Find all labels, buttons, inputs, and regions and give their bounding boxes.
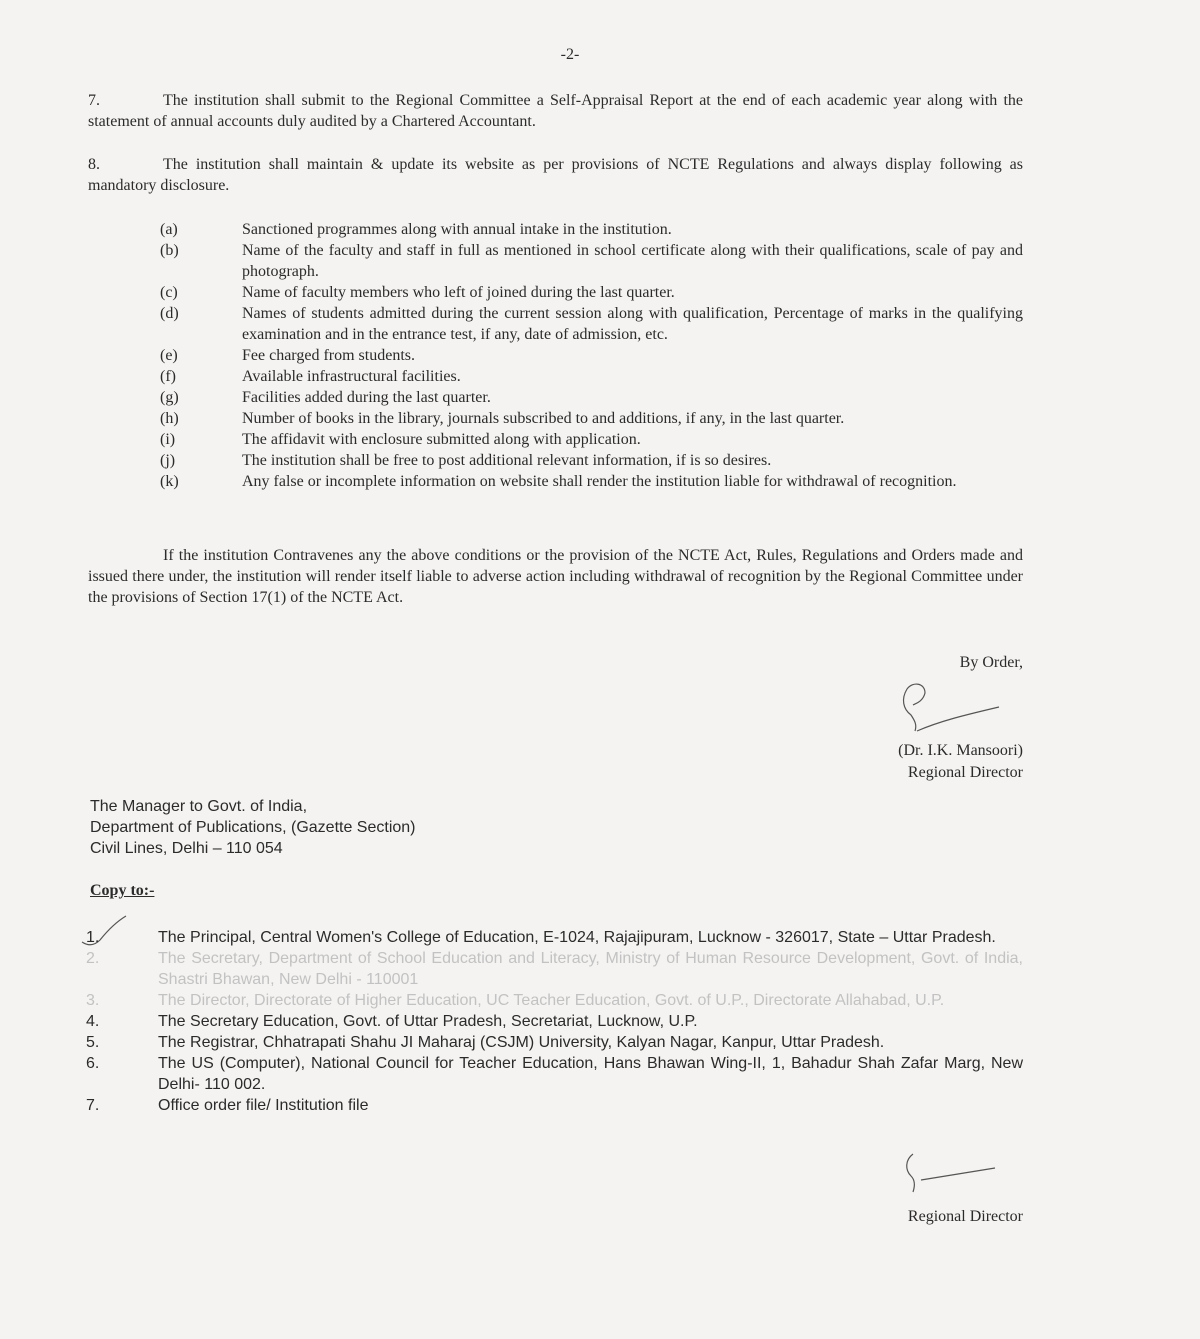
- disclosure-list: [160, 219, 1023, 492]
- clause-text: The institution shall submit to the Regional Committee a Self-Appraisal Report at the end of each academic year along with the statement of annual accounts duly audited by a Chartered Accountant.: [88, 92, 1023, 130]
- list-item: [160, 303, 1023, 345]
- item-label: (d): [160, 305, 179, 322]
- list-item: [160, 387, 1023, 408]
- list-item: [86, 1011, 1023, 1032]
- list-item: [86, 1053, 1023, 1095]
- item-label: 7.: [86, 1097, 100, 1114]
- item-label: (k): [160, 473, 179, 490]
- item-text: Names of students admitted during the current session along with qualification, Percentage of marks in the qualifying examination and in the entrance test, if any, date of admission, etc.: [242, 305, 1023, 343]
- item-label: 2.: [86, 950, 100, 967]
- item-label: (f): [160, 368, 176, 385]
- clause-number: 8.: [88, 156, 100, 173]
- list-item: [86, 1095, 1023, 1116]
- signature-mark: [895, 675, 1005, 745]
- closing-paragraph: If the institution Contravenes any the above conditions or the provision of the NCTE Act, Rules, Regulations and Orders made and issued there under, the institution will render itself liable to adverse action including withdrawal of recognition by the Regional Committee under the provisions of Section 17(1) of the NCTE Act.: [88, 547, 1023, 606]
- list-item: [160, 240, 1023, 282]
- item-label: (b): [160, 242, 179, 259]
- item-label: (i): [160, 431, 176, 448]
- by-order: By Order,: [959, 654, 1023, 671]
- item-label: 3.: [86, 992, 100, 1009]
- item-text: Name of the faculty and staff in full as mentioned in school certificate along with their qualifications, scale of pay and photograph.: [242, 242, 1023, 280]
- list-item: [160, 219, 1023, 240]
- list-item: [160, 471, 1023, 492]
- list-item: [160, 345, 1023, 366]
- item-label: (a): [160, 221, 178, 238]
- list-item: [86, 948, 1023, 990]
- item-text: The Director, Directorate of Higher Education, UC Teacher Education, Govt. of U.P., Directorate Allahabad, U.P.: [158, 992, 945, 1009]
- copy-to-list: [86, 927, 1023, 1116]
- item-text: Sanctioned programmes along with annual intake in the institution.: [242, 221, 672, 238]
- footer-signatory-title: Regional Director: [907, 1208, 1023, 1225]
- addressee-line: Department of Publications, (Gazette Section): [90, 819, 416, 836]
- item-text: Available infrastructural facilities.: [242, 368, 461, 385]
- clause-text: The institution shall maintain & update its website as per provisions of NCTE Regulations and always display following as mandatory disclosure.: [88, 156, 1023, 194]
- clause-number: 7.: [88, 92, 100, 109]
- item-label: (j): [160, 452, 176, 469]
- clause-7: [88, 90, 1023, 132]
- signatory-name: (Dr. I.K. Mansoori): [898, 742, 1023, 759]
- item-text: The Secretary, Department of School Education and Literacy, Ministry of Human Resource Development, Govt. of India, Shastri Bhawan, New Delhi - 110001: [158, 950, 1023, 988]
- addressee-block: [90, 796, 416, 859]
- list-item: [160, 366, 1023, 387]
- item-label: (c): [160, 284, 178, 301]
- item-text: Number of books in the library, journals subscribed to and additions, if any, in the last quarter.: [242, 410, 845, 427]
- page-number: -2-: [560, 46, 580, 63]
- item-text: The institution shall be free to post additional relevant information, if is so desires.: [242, 452, 772, 469]
- signatory-block: [898, 740, 1023, 784]
- list-item: [160, 282, 1023, 303]
- list-item: [86, 927, 1023, 948]
- list-item: [160, 408, 1023, 429]
- item-text: The affidavit with enclosure submitted along with application.: [242, 431, 641, 448]
- item-label: (h): [160, 410, 179, 427]
- item-text: The Secretary Education, Govt. of Uttar Pradesh, Secretariat, Lucknow, U.P.: [158, 1013, 698, 1030]
- addressee-line: The Manager to Govt. of India,: [90, 798, 308, 815]
- item-text: Office order file/ Institution file: [158, 1097, 369, 1114]
- item-label: 1.: [86, 929, 100, 946]
- item-label: 5.: [86, 1034, 100, 1051]
- item-text: The Principal, Central Women's College of Education, E-1024, Rajajipuram, Lucknow - 326017, State – Uttar Pradesh.: [158, 929, 996, 946]
- initials-mark: [895, 1148, 1005, 1198]
- item-label: (e): [160, 347, 178, 364]
- signatory-title: Regional Director: [907, 764, 1023, 781]
- clause-8: [88, 154, 1023, 196]
- item-text: The US (Computer), National Council for Teacher Education, Hans Bhawan Wing-II, 1, Bahadur Shah Zafar Marg, New Delhi- 110 002.: [158, 1055, 1023, 1093]
- list-item: [86, 990, 1023, 1011]
- item-label: (g): [160, 389, 179, 406]
- copy-to-heading: Copy to:-: [90, 882, 155, 899]
- item-label: 6.: [86, 1055, 100, 1072]
- item-text: The Registrar, Chhatrapati Shahu JI Maharaj (CSJM) University, Kalyan Nagar, Kanpur, Uttar Pradesh.: [158, 1034, 885, 1051]
- addressee-line: Civil Lines, Delhi – 110 054: [90, 840, 283, 857]
- item-text: Facilities added during the last quarter.: [242, 389, 491, 406]
- item-text: Fee charged from students.: [242, 347, 415, 364]
- list-item: [86, 1032, 1023, 1053]
- item-text: Any false or incomplete information on website shall render the institution liable for withdrawal of recognition.: [242, 473, 957, 490]
- list-item: [160, 450, 1023, 471]
- item-text: Name of faculty members who left of joined during the last quarter.: [242, 284, 675, 301]
- list-item: [160, 429, 1023, 450]
- item-label: 4.: [86, 1013, 100, 1030]
